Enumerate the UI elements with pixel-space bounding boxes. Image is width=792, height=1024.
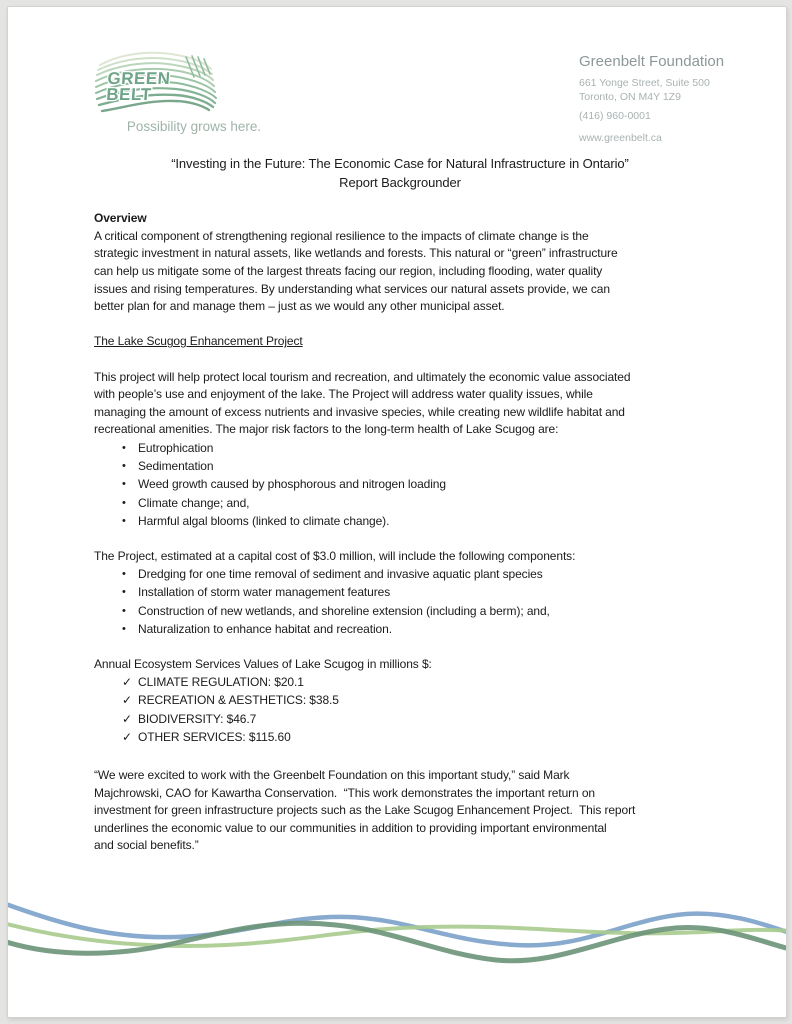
document-page bbox=[7, 6, 787, 1018]
bullet-list-item bbox=[94, 457, 706, 475]
check-list-item bbox=[94, 728, 706, 746]
spacer bbox=[94, 530, 706, 548]
list-item-text: Climate change; and, bbox=[138, 495, 250, 510]
bullet-icon: • bbox=[122, 604, 126, 617]
check-list-item bbox=[94, 710, 706, 728]
bullet-list-item bbox=[94, 602, 706, 620]
paragraph-line: strategic investment in natural assets, like wetlands and forests. This natural or “green” infrastructure bbox=[94, 246, 618, 261]
checkmark-icon: ✓ bbox=[122, 693, 132, 708]
bullet-icon: • bbox=[122, 460, 126, 473]
paragraph-line: A critical component of strengthening regional resilience to the impacts of climate change is the bbox=[94, 228, 589, 243]
bullet-icon: • bbox=[122, 441, 126, 454]
section-heading-underlined: The Lake Scugog Enhancement Project bbox=[94, 334, 303, 349]
paragraph-line: Annual Ecosystem Services Values of Lake Scugog in millions $: bbox=[94, 656, 432, 671]
bullet-list-item bbox=[94, 494, 706, 512]
spacer bbox=[94, 351, 706, 369]
org-address-line2: Toronto, ON M4Y 1Z9 bbox=[579, 90, 681, 103]
document-blocks bbox=[94, 210, 706, 855]
document-title-line2: Report Backgrounder bbox=[339, 174, 461, 190]
list-item-text: Eutrophication bbox=[138, 440, 214, 455]
org-phone: (416) 960-0001 bbox=[579, 110, 651, 122]
paragraph-line: better plan for and manage them – just as we would any other municipal asset. bbox=[94, 299, 505, 314]
bullet-icon: • bbox=[122, 622, 126, 635]
list-item-text: Weed growth caused by phosphorous and nitrogen loading bbox=[138, 477, 446, 492]
bullet-icon: • bbox=[122, 496, 126, 509]
check-list-item bbox=[94, 691, 706, 709]
section-heading: Overview bbox=[94, 211, 147, 226]
paragraph-line: and social benefits.” bbox=[94, 838, 199, 853]
paragraph-line: managing the amount of excess nutrients and invasive species, while creating new wildlife habitat and bbox=[94, 404, 625, 419]
logo-tagline: Possibility grows here. bbox=[126, 119, 262, 134]
document-body bbox=[94, 155, 706, 855]
footer-waves-decoration bbox=[8, 889, 786, 981]
spacer bbox=[94, 316, 706, 334]
paragraph-line: underlines the economic value to our communities in addition to providing important environmental bbox=[94, 820, 607, 835]
checkmark-icon: ✓ bbox=[122, 675, 132, 690]
bullet-list-item bbox=[94, 439, 706, 457]
paragraph-line: “We were excited to work with the Greenbelt Foundation on this important study,” said Mark bbox=[94, 767, 570, 782]
paragraph-line: investment for green infrastructure projects such as the Lake Scugog Enhancement Project. This report bbox=[94, 803, 636, 818]
org-address-line1: 661 Yonge Street, Suite 500 bbox=[579, 77, 710, 89]
bullet-list-item bbox=[94, 512, 706, 530]
spacer bbox=[94, 638, 706, 656]
list-item-text: RECREATION & AESTHETICS: $38.5 bbox=[138, 693, 339, 708]
spacer bbox=[94, 746, 706, 767]
bullet-list-item bbox=[94, 565, 706, 583]
org-name: Greenbelt Foundation bbox=[579, 53, 725, 70]
bullet-icon: • bbox=[122, 478, 126, 491]
document-title-line1: “Investing in the Future: The Economic Case for Natural Infrastructure in Ontario” bbox=[171, 156, 629, 171]
list-item-text: Construction of new wetlands, and shoreline extension (including a berm); and, bbox=[138, 603, 550, 618]
paragraph-line: Majchrowski, CAO for Kawartha Conservation. “This work demonstrates the important return on bbox=[94, 785, 596, 800]
greenbelt-logo bbox=[90, 43, 224, 123]
org-contact-block bbox=[579, 53, 769, 145]
checkmark-icon: ✓ bbox=[122, 729, 132, 744]
list-item-text: Installation of storm water management features bbox=[138, 585, 391, 600]
list-item-text: Harmful algal blooms (linked to climate change). bbox=[138, 513, 390, 528]
paragraph-line: issues and rising temperatures. By understanding what services our natural assets provide, we can bbox=[94, 281, 610, 296]
check-list-item bbox=[94, 673, 706, 691]
paragraph-line: with people’s use and enjoyment of the lake. The Project will address water quality issues, while bbox=[94, 387, 593, 402]
bullet-list-item bbox=[94, 620, 706, 638]
list-item-text: Dredging for one time removal of sediment and invasive aquatic plant species bbox=[138, 567, 543, 582]
org-website-link[interactable]: www.greenbelt.ca bbox=[579, 131, 662, 144]
bullet-list-item bbox=[94, 475, 706, 493]
paragraph-line: can help us mitigate some of the largest threats facing our region, including flooding, water quality bbox=[94, 263, 603, 278]
bullet-icon: • bbox=[122, 586, 126, 599]
bullet-icon: • bbox=[122, 514, 126, 527]
list-item-text: Sedimentation bbox=[138, 459, 214, 474]
paragraph-line: recreational amenities. The major risk factors to the long-term health of Lake Scugog are: bbox=[94, 422, 559, 437]
bullet-list-item bbox=[94, 583, 706, 601]
bullet-icon: • bbox=[122, 568, 126, 581]
paragraph-line: The Project, estimated at a capital cost of $3.0 million, will include the following components: bbox=[94, 548, 576, 563]
paragraph-line: This project will help protect local tourism and recreation, and ultimately the economic value associated bbox=[94, 369, 631, 384]
list-item-text: CLIMATE REGULATION: $20.1 bbox=[138, 675, 304, 690]
list-item-text: Naturalization to enhance habitat and recreation. bbox=[138, 621, 392, 636]
logo-word-belt: BELT bbox=[105, 85, 153, 104]
list-item-text: BIODIVERSITY: $46.7 bbox=[138, 711, 257, 726]
logo-word-green: GREEN bbox=[106, 69, 172, 88]
checkmark-icon: ✓ bbox=[122, 711, 132, 726]
list-item-text: OTHER SERVICES: $115.60 bbox=[138, 729, 291, 744]
